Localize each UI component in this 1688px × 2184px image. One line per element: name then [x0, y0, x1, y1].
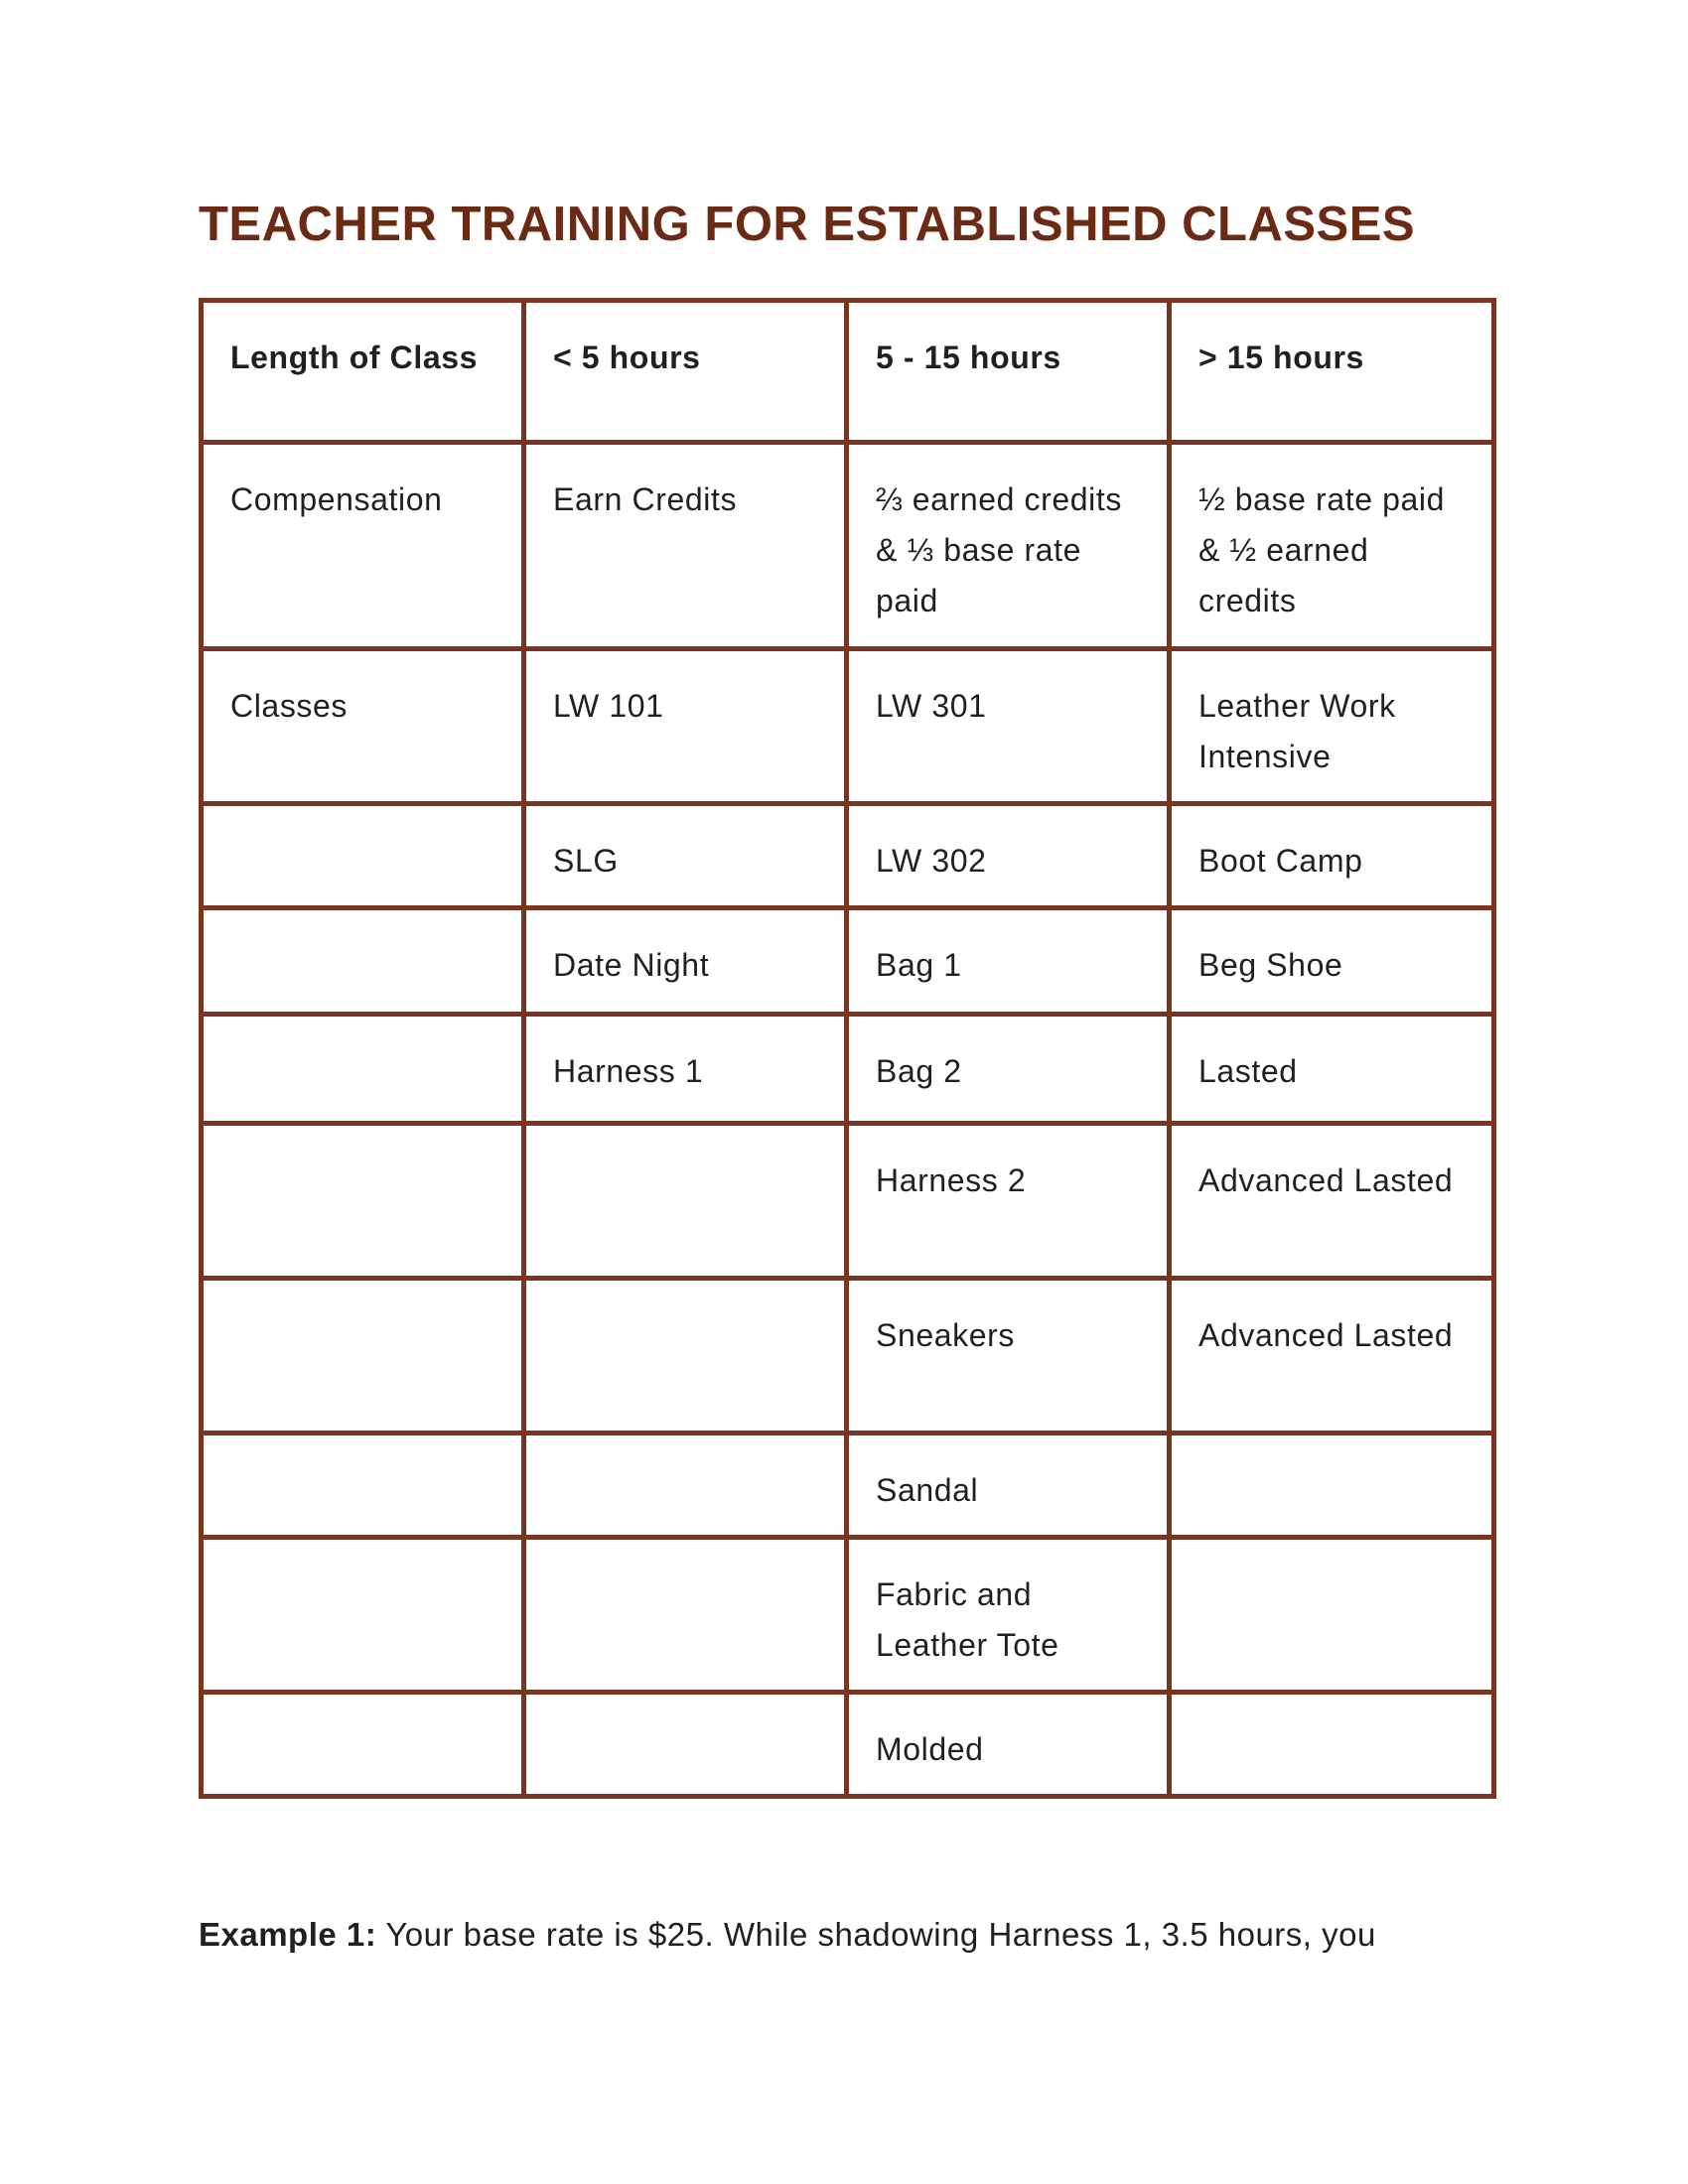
table-row	[202, 1124, 1494, 1279]
table-cell	[202, 908, 524, 1015]
table-cell: ½ base rate paid & ½ earned credits	[1170, 443, 1494, 649]
table-header-row	[202, 301, 1494, 443]
table-row	[202, 804, 1494, 908]
table-cell	[202, 1015, 524, 1124]
table-cell: Fabric and Leather Tote	[847, 1538, 1170, 1693]
table-row	[202, 1015, 1494, 1124]
table-cell: Beg Shoe	[1170, 908, 1494, 1015]
table-row	[202, 1538, 1494, 1693]
table-cell	[524, 1693, 847, 1797]
table-row	[202, 1693, 1494, 1797]
table-cell: Lasted	[1170, 1015, 1494, 1124]
table-row	[202, 443, 1494, 649]
table-cell	[1170, 1433, 1494, 1538]
example-paragraph	[199, 1916, 1376, 1954]
table-cell	[202, 1433, 524, 1538]
table-cell: Sneakers	[847, 1279, 1170, 1433]
table-cell: Earn Credits	[524, 443, 847, 649]
table-cell: Boot Camp	[1170, 804, 1494, 908]
table-row	[202, 908, 1494, 1015]
header-cell-5-15-hours: 5 - 15 hours	[847, 301, 1170, 443]
class-length-table	[199, 298, 1496, 1799]
table-cell: SLG	[524, 804, 847, 908]
table-row	[202, 649, 1494, 804]
table-cell	[202, 804, 524, 908]
table-cell: LW 301	[847, 649, 1170, 804]
table-cell: Advanced Lasted	[1170, 1279, 1494, 1433]
table-cell	[1170, 1693, 1494, 1797]
table-cell: LW 302	[847, 804, 1170, 908]
table-cell: ⅔ earned credits & ⅓ base rate paid	[847, 443, 1170, 649]
table-cell	[202, 1538, 524, 1693]
table-cell: Bag 2	[847, 1015, 1170, 1124]
page-title: TEACHER TRAINING FOR ESTABLISHED CLASSES	[199, 198, 1416, 251]
header-cell-over-15-hours: > 15 hours	[1170, 301, 1494, 443]
table-cell	[524, 1433, 847, 1538]
table-cell: Classes	[202, 649, 524, 804]
table-cell: Compensation	[202, 443, 524, 649]
table-cell: Harness 1	[524, 1015, 847, 1124]
table-row	[202, 1433, 1494, 1538]
table-cell	[524, 1279, 847, 1433]
table-cell: Date Night	[524, 908, 847, 1015]
table-cell	[202, 1279, 524, 1433]
table-cell: Molded	[847, 1693, 1170, 1797]
example-text: Your base rate is $25. While shadowing Harness 1, 3.5 hours, you	[376, 1916, 1376, 1953]
table-cell: Advanced Lasted	[1170, 1124, 1494, 1279]
table-row	[202, 1279, 1494, 1433]
table-cell: Sandal	[847, 1433, 1170, 1538]
table-cell	[524, 1538, 847, 1693]
table-cell	[202, 1693, 524, 1797]
header-cell-length-of-class: Length of Class	[202, 301, 524, 443]
table-cell	[202, 1124, 524, 1279]
table-cell: Leather Work Intensive	[1170, 649, 1494, 804]
example-lead: Example 1:	[199, 1916, 377, 1953]
header-cell-under-5-hours: < 5 hours	[524, 301, 847, 443]
table-cell: Bag 1	[847, 908, 1170, 1015]
table-cell	[1170, 1538, 1494, 1693]
table-cell: Harness 2	[847, 1124, 1170, 1279]
table-cell: LW 101	[524, 649, 847, 804]
table-cell	[524, 1124, 847, 1279]
